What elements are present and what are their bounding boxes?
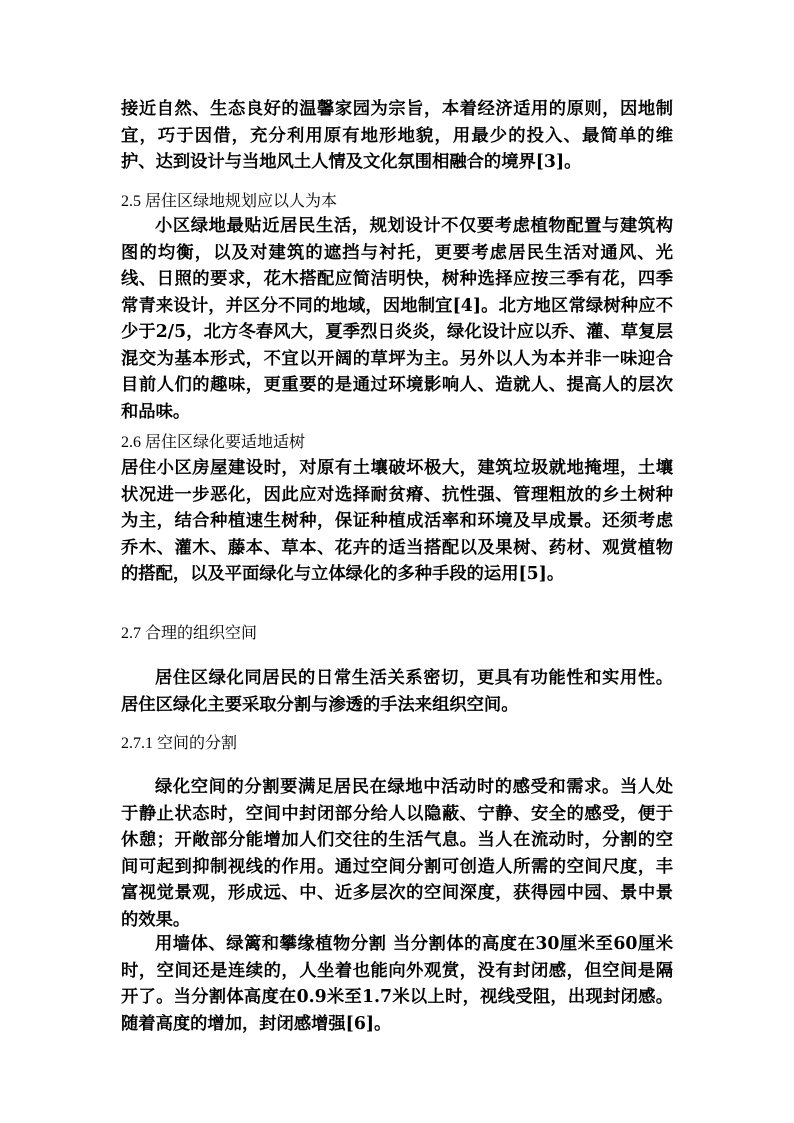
section-2-6-paragraph: 居住小区房屋建设时，对原有土壤破坏极大，建筑垃圾就地掩埋，土壤状况进一步恶化，因此应对选择耐贫瘠、抗性强、管理粗放的乡土树种为主，结合种植速生树种，保证种植成活率和环境及早成景。还须考虑乔木、灌木、藤本、草本、花卉的适当搭配以及果树、药材、观赏植物的搭配，以及平面绿化与立体绿化的多种手段的运用[5]。 [121, 458, 673, 584]
section-heading-2-5: 2.5 居住区绿地规划应以人为本 [121, 193, 338, 210]
intro-paragraph: 接近自然、生态良好的温馨家园为宗旨，本着经济适用的原则，因地制宜，巧于因借，充分利用原有地形地貌，用最少的投入、最简单的维护、达到设计与当地风土人情及文化氛围相融合的境界[3]。 [121, 99, 673, 172]
section-heading-2-6: 2.6 居住区绿化要适地适树 [121, 434, 306, 451]
section-2-5-paragraph: 小区绿地最贴近居民生活，规划设计不仅要考虑植物配置与建筑构图的均衡，以及对建筑的遮挡与衬托，更要考虑居民生活对通风、光线、日照的要求，花木搭配应简洁明快，树种选择应按三季有花，四季常青来设计，并区分不同的地域，因地制宜[4]。北方地区常绿树种应不少于2/5，北方冬春风大，夏季烈日炎炎，绿化设计应以乔、灌、草复层混交为基本形式，不宜以开阔的草坪为主。另外以人为本并非一味迎合目前人们的趣味，更重要的是通过环境影响人、造就人、提高人的层次和品味。 [121, 216, 673, 422]
section-2-7-paragraph: 居住区绿化同居民的日常生活关系密切，更具有功能性和实用性。居住区绿化主要采取分割与渗透的手法来组织空间。 [121, 668, 673, 715]
section-heading-2-7-1: 2.7.1 空间的分割 [121, 735, 238, 752]
section-2-7-1-paragraph-1: 绿化空间的分割要满足居民在绿地中活动时的感受和需求。当人处于静止状态时，空间中封闭部分给人以隐蔽、宁静、安全的感受，便于休憩；开敞部分能增加人们交往的生活气息。当人在流动时，分割的空间可起到抑制视线的作用。通过空间分割可创造人所需的空间尺度，丰富视觉景观，形成远、中、近多层次的空间深度，获得园中园、景中景的效果。 [121, 777, 673, 930]
section-2-7-1-paragraph-2: 用墙体、绿篱和攀缘植物分割 当分割体的高度在30厘米至60厘米时，空间还是连续的，人坐着也能向外观赏，没有封闭感，但空间是隔开了。当分割体高度在0.9米至1.7米以上时，视线受阻，出现封闭感。随着高度的增加，封闭感增强[6]。 [121, 934, 673, 1034]
section-heading-2-7: 2.7 合理的组织空间 [121, 625, 258, 642]
